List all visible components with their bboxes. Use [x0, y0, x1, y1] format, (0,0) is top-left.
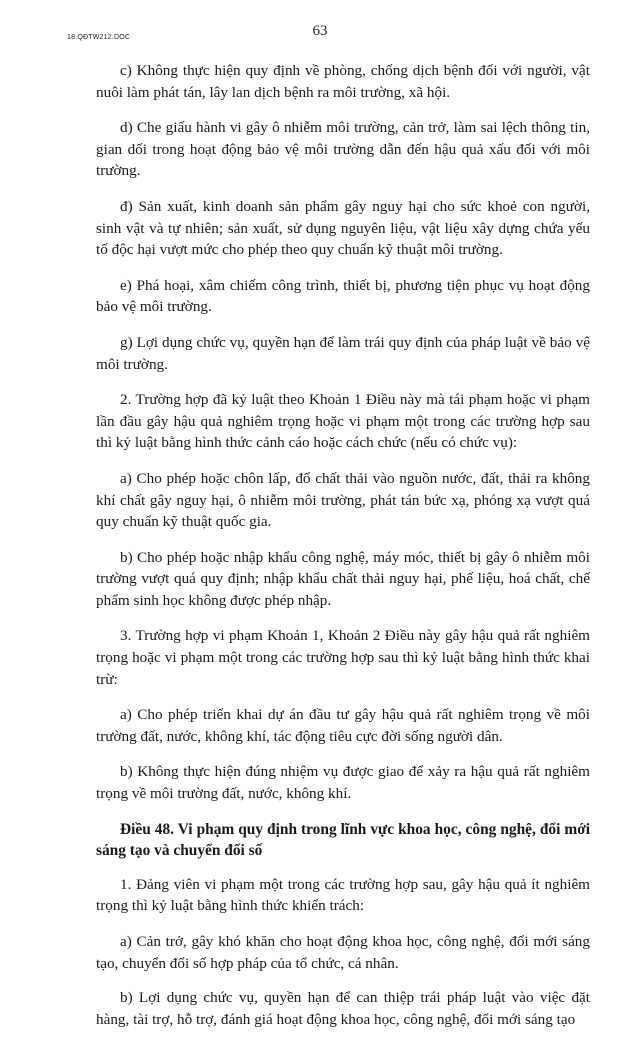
- paragraph-clause-3-b: b) Không thực hiện đúng nhiệm vụ được giao để xảy ra hậu quả rất nghiêm trọng về môi trường đất, nước, không khí.: [96, 763, 590, 803]
- document-file-id: 18.QĐTW212.DOC: [67, 34, 131, 41]
- paragraph-clause-2: 2. Trường hợp đã kỷ luật theo Khoản 1 Điều này mà tái phạm hoặc vi phạm lần đầu gây hậu quả nghiêm trọng hoặc vi phạm một trong các trường hợp sau thì kỷ luật bằng hình thức cảnh cáo hoặc cách chức (nếu có chức vụ):: [96, 391, 590, 452]
- article-48-clause-1-b: b) Lợi dụng chức vụ, quyền hạn để can thiệp trái pháp luật vào việc đặt hàng, tài trợ, hỗ trợ, đánh giá hoạt động khoa học, công nghệ, đổi mới sáng tạo: [96, 989, 590, 1028]
- paragraph-clause-3-a: a) Cho phép triển khai dự án đầu tư gây hậu quả rất nghiêm trọng về môi trường đất, nước, không khí, tác động tiêu cực đời sống người dân.: [96, 706, 590, 745]
- paragraph-item-d: d) Che giấu hành vi gây ô nhiễm môi trường, cản trở, làm sai lệch thông tin, gian dối trong hoạt động bảo vệ môi trường dẫn đến hậu quả xấu đối với môi trường.: [96, 119, 590, 180]
- paragraph-item-dd: đ) Sản xuất, kinh doanh sản phẩm gây nguy hại cho sức khoẻ con người, sinh vật và tự nhiên; sản xuất, sử dụng nguyên liệu, vật liệu xây dựng chứa yếu tố độc hại vượt mức cho phép theo quy chuẩn kỹ thuật môi trường.: [96, 197, 590, 259]
- article-48-heading: Điều 48. Vi phạm quy định trong lĩnh vực khoa học, công nghệ, đổi mới sáng tạo và chuyển đổi số: [96, 820, 590, 860]
- paragraph-clause-3: 3. Trường hợp vi phạm Khoản 1, Khoản 2 Điều này gây hậu quả rất nghiêm trọng hoặc vi phạm một trong các trường hợp sau thì kỷ luật bằng hình thức khai trừ:: [96, 627, 590, 688]
- paragraph-clause-2-a: a) Cho phép hoặc chôn lấp, đổ chất thải vào nguồn nước, đất, thải ra không khí chất gây nguy hại, ô nhiễm môi trường, phát tán bức xạ, phóng xạ vượt quá quy chuẩn kỹ thuật quốc gia.: [96, 469, 590, 531]
- paragraph-clause-2-b: b) Cho phép hoặc nhập khẩu công nghệ, máy móc, thiết bị gây ô nhiễm môi trường vượt quá quy định; nhập khẩu chất thải nguy hại, phế liệu, hoá chất, chế phẩm sinh học không được phép nhập.: [96, 548, 590, 609]
- page-number: 63: [312, 23, 328, 39]
- paragraph-item-g: g) Lợi dụng chức vụ, quyền hạn để làm trái quy định của pháp luật về bảo vệ môi trường.: [96, 333, 590, 373]
- article-48-clause-1-a: a) Cản trở, gây khó khăn cho hoạt động khoa học, công nghệ, đổi mới sáng tạo, chuyển đổi số hợp pháp của tổ chức, cá nhân.: [96, 933, 590, 972]
- page-body: [96, 60, 590, 1044]
- paragraph-item-e: e) Phá hoại, xâm chiếm công trình, thiết bị, phương tiện phục vụ hoạt động bảo vệ môi trường.: [96, 276, 590, 316]
- article-48-clause-1: 1. Đảng viên vi phạm một trong các trường hợp sau, gây hậu quả ít nghiêm trọng thì kỷ luật bằng hình thức khiển trách:: [96, 875, 590, 915]
- paragraph-item-c: c) Không thực hiện quy định về phòng, chống dịch bệnh đối với người, vật nuôi làm phát tán, lây lan dịch bệnh ra môi trường, xã hội.: [96, 62, 590, 101]
